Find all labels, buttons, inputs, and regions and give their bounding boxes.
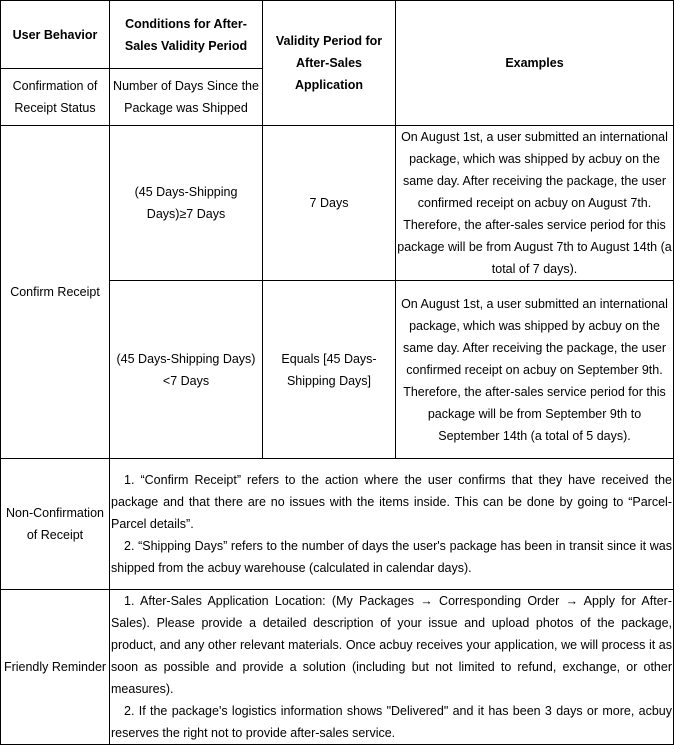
subheader-confirmation-status: Confirmation of Receipt Status — [1, 69, 110, 126]
note-confirm-receipt-definition: 1. “Confirm Receipt” refers to the action where the user confirms that they have received the package and that there are no issues with the items inside. This can be done by going to “Parcel-Parcel details”. — [111, 473, 672, 531]
reminder-label: Friendly Reminder — [1, 590, 110, 745]
note-delivered-rule: 2. If the package's logistics information shows "Delivered" and it has been 3 days or more, acbuy reserves the right not to provide after-sales service. — [111, 704, 672, 740]
reminder-row — [1, 590, 674, 745]
reminder-notes — [110, 590, 674, 745]
condition-cell: (45 Days-Shipping Days) <7 Days — [110, 281, 263, 459]
header-user-behavior: User Behavior — [1, 1, 110, 69]
header-examples: Examples — [396, 1, 674, 126]
non-confirmation-notes — [110, 459, 674, 590]
note-shipping-days-definition: 2. “Shipping Days” refers to the number of days the user's package has been in transit since it was shipped from the acbuy warehouse (calculated in calendar days). — [111, 539, 672, 575]
non-confirmation-label: Non-Confirmation of Receipt — [1, 459, 110, 590]
example-cell: On August 1st, a user submitted an international package, which was shipped by acbuy on the same day. After receiving the package, the user confirmed receipt on acbuy on September 9th. Therefore, the after-sales service period for this package will be from September 9th to September 14th (a total of 5 days). — [396, 281, 674, 459]
validity-cell: 7 Days — [263, 126, 396, 281]
header-conditions: Conditions for After-Sales Validity Period — [110, 1, 263, 69]
validity-cell: Equals [45 Days-Shipping Days] — [263, 281, 396, 459]
non-confirmation-row — [1, 459, 674, 590]
subheader-days-since-shipped: Number of Days Since the Package was Shipped — [110, 69, 263, 126]
confirm-receipt-row-1 — [1, 126, 674, 281]
note-application-location: 1. After-Sales Application Location: (My Packages → Corresponding Order → Apply for After-Sales). Please provide a detailed description of your issue and upload photos of the package, product, and any other relevant materials. Once acbuy receives your application, we will process it as soon as possible and provide a solution (including but not limited to refund, exchange, or other measures). — [111, 594, 672, 696]
confirm-receipt-label: Confirm Receipt — [1, 126, 110, 459]
header-validity-period: Validity Period for After-Sales Application — [263, 1, 396, 126]
example-cell: On August 1st, a user submitted an international package, which was shipped by acbuy on the same day. After receiving the package, the user confirmed receipt on acbuy on August 7th. Therefore, the after-sales service period for this package will be from August 7th to August 14th (a total of 7 days). — [396, 126, 674, 281]
header-row — [1, 1, 674, 69]
condition-cell: (45 Days-Shipping Days)≥7 Days — [110, 126, 263, 281]
